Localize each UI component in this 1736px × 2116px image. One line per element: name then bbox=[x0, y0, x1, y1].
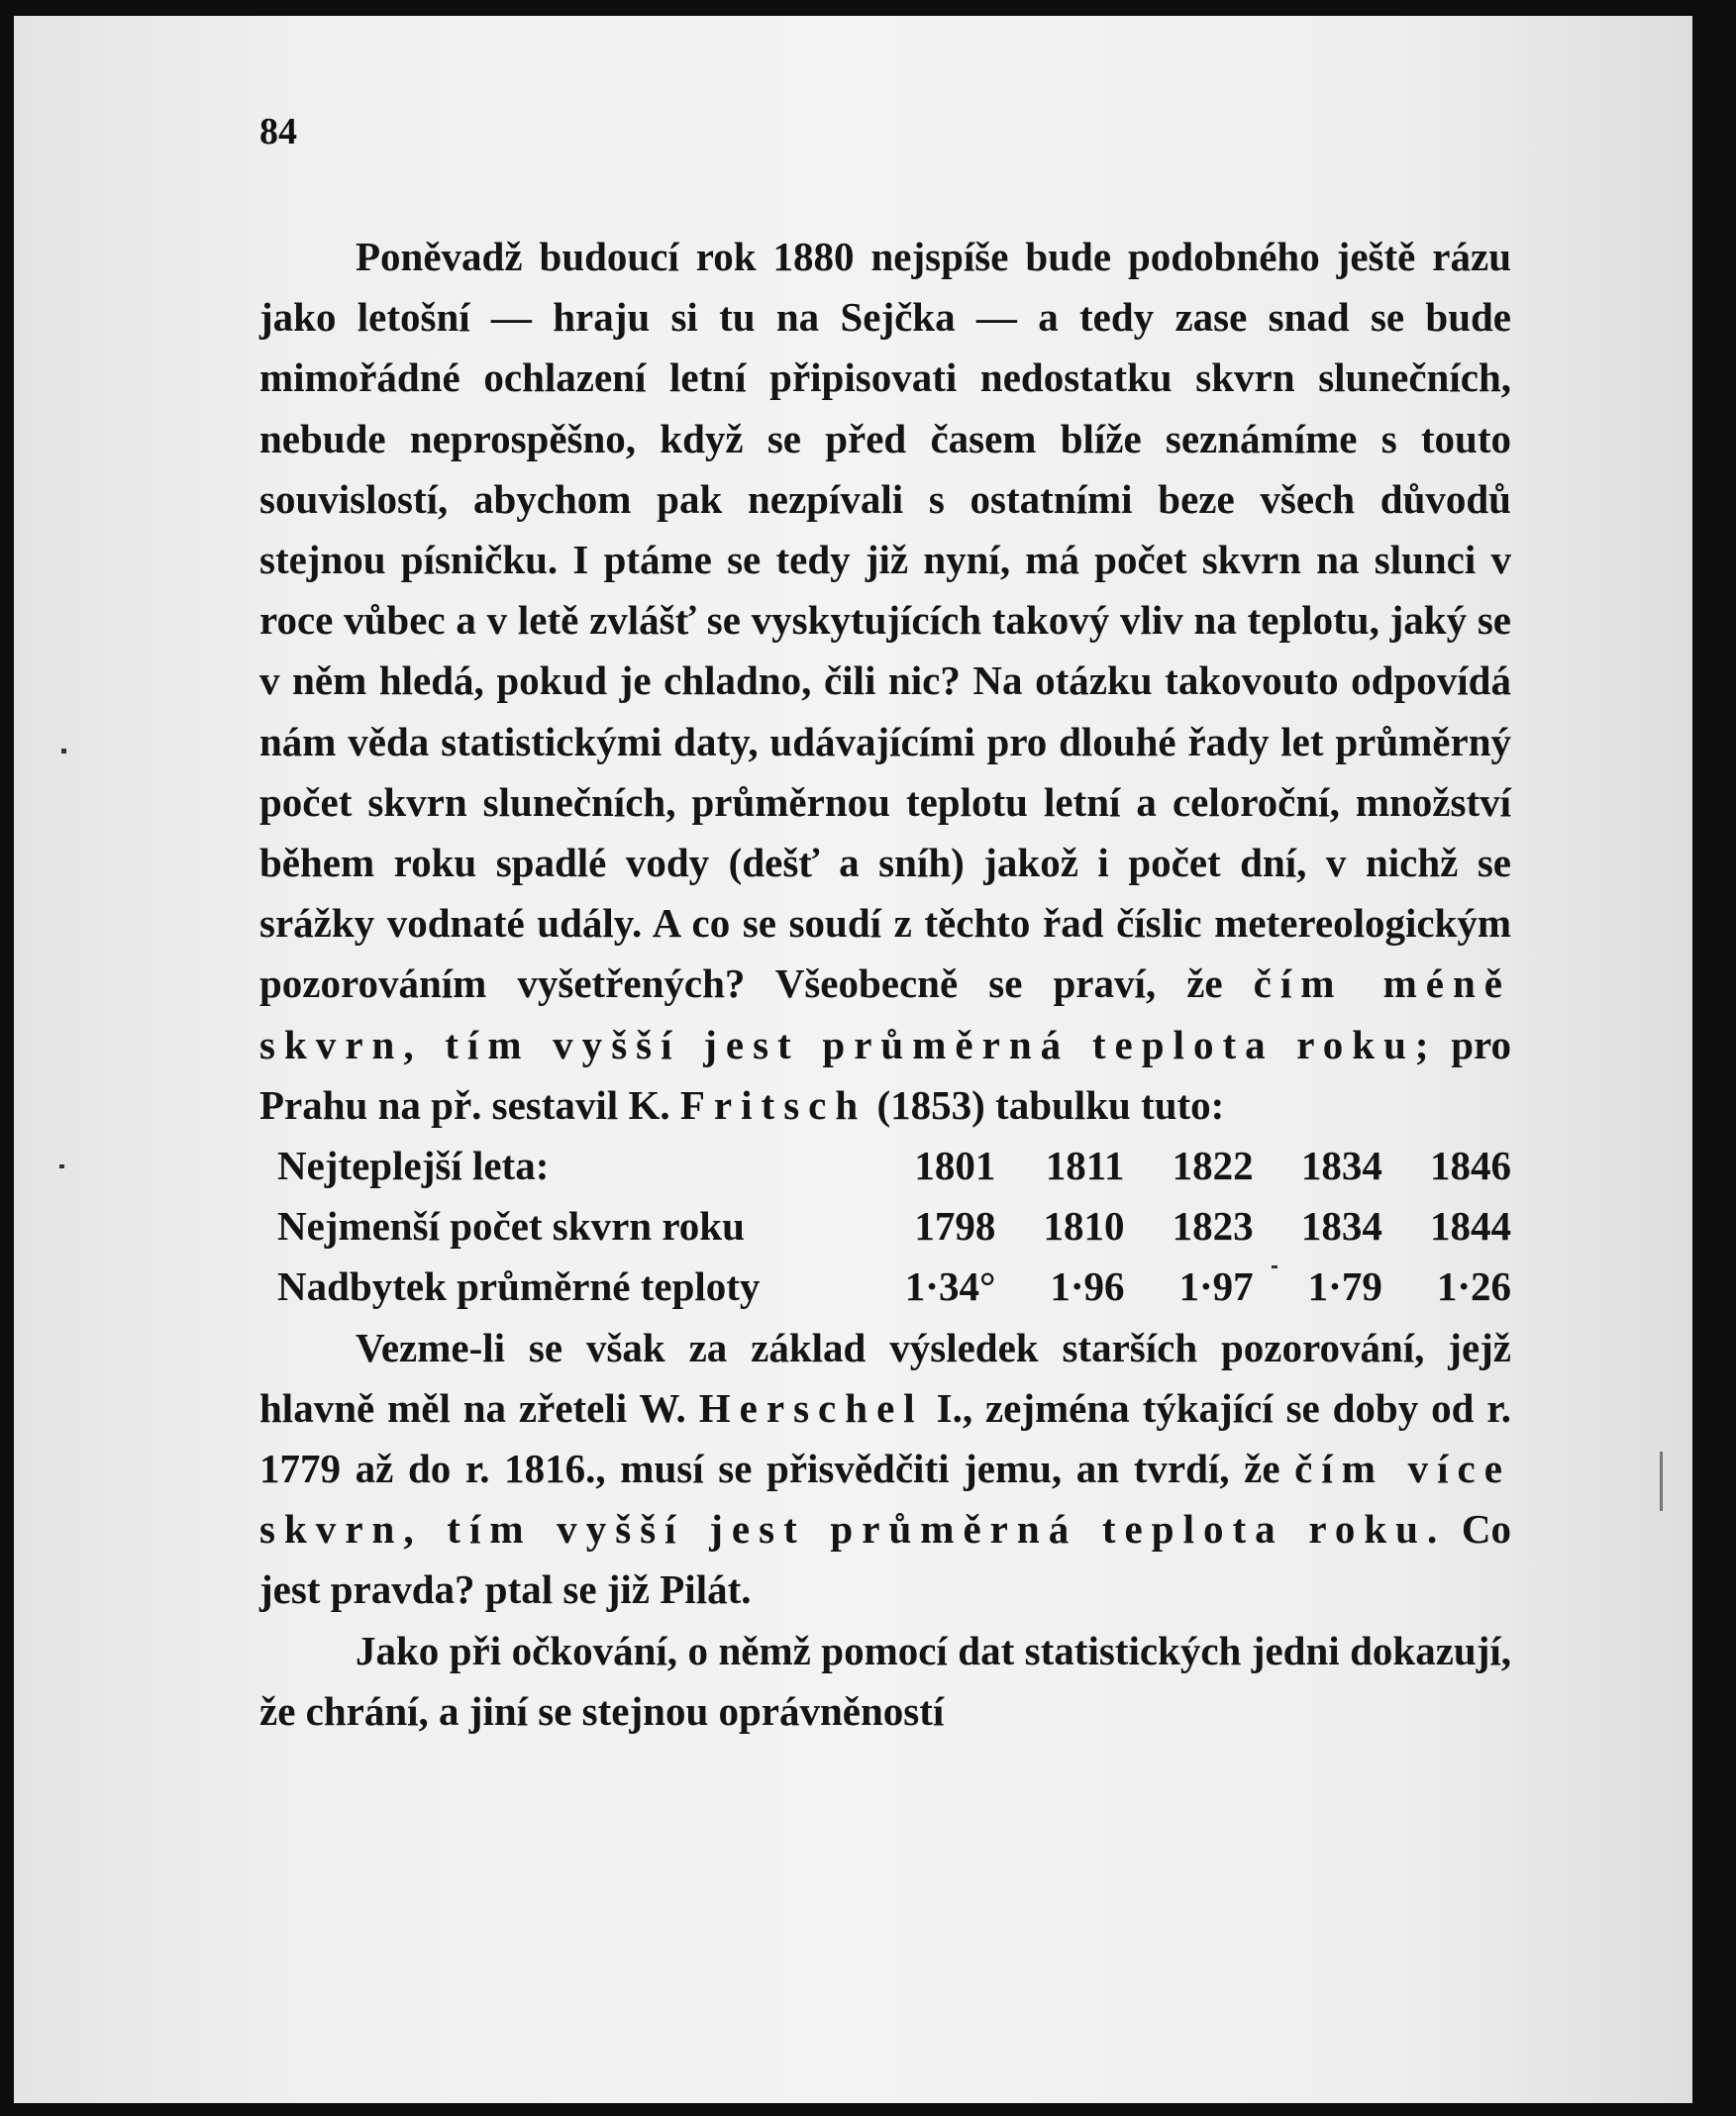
table-cell: 1846 bbox=[1430, 1143, 1511, 1189]
table-row bbox=[259, 1136, 1511, 1196]
row-label: Nejmenší počet skvrn roku bbox=[277, 1203, 745, 1250]
row-label: Nadbytek průměrné teploty bbox=[277, 1263, 761, 1310]
scan-speck bbox=[59, 1164, 64, 1168]
table-cell: 1·26 bbox=[1436, 1263, 1511, 1310]
table-cell: 1834 bbox=[1300, 1203, 1382, 1250]
paragraph-2-spaced-phrase: čím více skvrn, tím vyšší jest průměrná teplota roku. bbox=[259, 1446, 1511, 1553]
table-cell: 1844 bbox=[1430, 1203, 1511, 1250]
page-number: 84 bbox=[259, 111, 297, 152]
paragraph-1 bbox=[259, 227, 1511, 1136]
table-cell: 1·34° bbox=[904, 1263, 996, 1310]
paragraph-2 bbox=[259, 1318, 1511, 1621]
scan-speck bbox=[1660, 1452, 1663, 1511]
table-cell: 1801 bbox=[914, 1143, 996, 1189]
row-label: Nejteplejší leta: bbox=[277, 1143, 550, 1189]
data-table bbox=[259, 1136, 1511, 1318]
table-row bbox=[259, 1257, 1511, 1317]
author-name-herschel: Herschel bbox=[698, 1384, 924, 1431]
paragraph-2-end: Co jest pravda? ptal se již Pilát. bbox=[259, 1506, 1511, 1613]
scan-speck bbox=[1272, 1265, 1277, 1268]
table-cell: 1810 bbox=[1043, 1203, 1125, 1250]
table-cell: 1·96 bbox=[1050, 1263, 1125, 1310]
table-cell: 1822 bbox=[1172, 1143, 1254, 1189]
table-cell: 1834 bbox=[1300, 1143, 1382, 1189]
paragraph-1-spaced-phrase: čím méně skvrn, tím vyšší jest průměrná teplota roku; bbox=[259, 960, 1511, 1067]
table-cell: 1·97 bbox=[1178, 1263, 1254, 1310]
paragraph-2-middle: I., zejména týkající se doby od r. 1779 až do r. 1816., musí se přisvědčiti jemu, an tvrdí, že bbox=[259, 1384, 1512, 1492]
paragraph-1-middle: pro Prahu na př. sestavil K. bbox=[259, 1021, 1512, 1128]
table-cell: 1823 bbox=[1172, 1203, 1254, 1250]
paragraph-3: Jako při očkování, o němž pomocí dat statistických jedni dokazují, že chrání, a jiní se stejnou oprávněností bbox=[259, 1627, 1511, 1734]
table-cell: 1811 bbox=[1045, 1143, 1125, 1189]
page-body bbox=[259, 227, 1511, 1742]
paragraph-2-text: Vezme-li se však za základ výsledek starších pozorování, jejž hlavně měl na zřeteli W. bbox=[259, 1324, 1511, 1431]
scan-speck bbox=[61, 749, 66, 754]
table-cell: 1798 bbox=[914, 1203, 996, 1250]
author-name-fritsch: Fritsch bbox=[679, 1081, 868, 1128]
paragraph-1-text: Poněvadž budoucí rok 1880 nejspíše bude podobného ještě rázu jako letošní — hraju si tu na Sejčka — a tedy zase snad se bude mimořádné ochlazení letní připisovati nedostatku skvrn slunečních, nebude neprospěšno, když se před časem blíže seznámíme s touto souvislostí, abychom pak nezpívali s ostatními beze všech důvodů stejnou písničku. I ptáme se tedy již nyní, má počet skvrn na slunci v roce vůbec a v letě zvlášť se vyskytujících takový vliv na teplotu, jaký se v něm hledá, pokud je chladno, čili nic? Na otázku takovouto odpovídá nám věda statistickými daty, udávajícími pro dlouhé řady let průměrný počet skvrn slunečních, průměrnou teplotu letní a celoroční, množství během roku spadlé vody (dešť a sníh) jakož i počet dní, v nichž se srážky vodnaté udály. A co se soudí z těchto řad číslic metereologickým pozorováním vyšetřených? Všeobecně se praví, že bbox=[259, 234, 1511, 1007]
table-cell: 1·79 bbox=[1307, 1263, 1382, 1310]
book-page bbox=[14, 16, 1692, 2103]
paragraph-1-end: (1853) tabulku tuto: bbox=[876, 1081, 1225, 1128]
table-row bbox=[259, 1196, 1511, 1257]
